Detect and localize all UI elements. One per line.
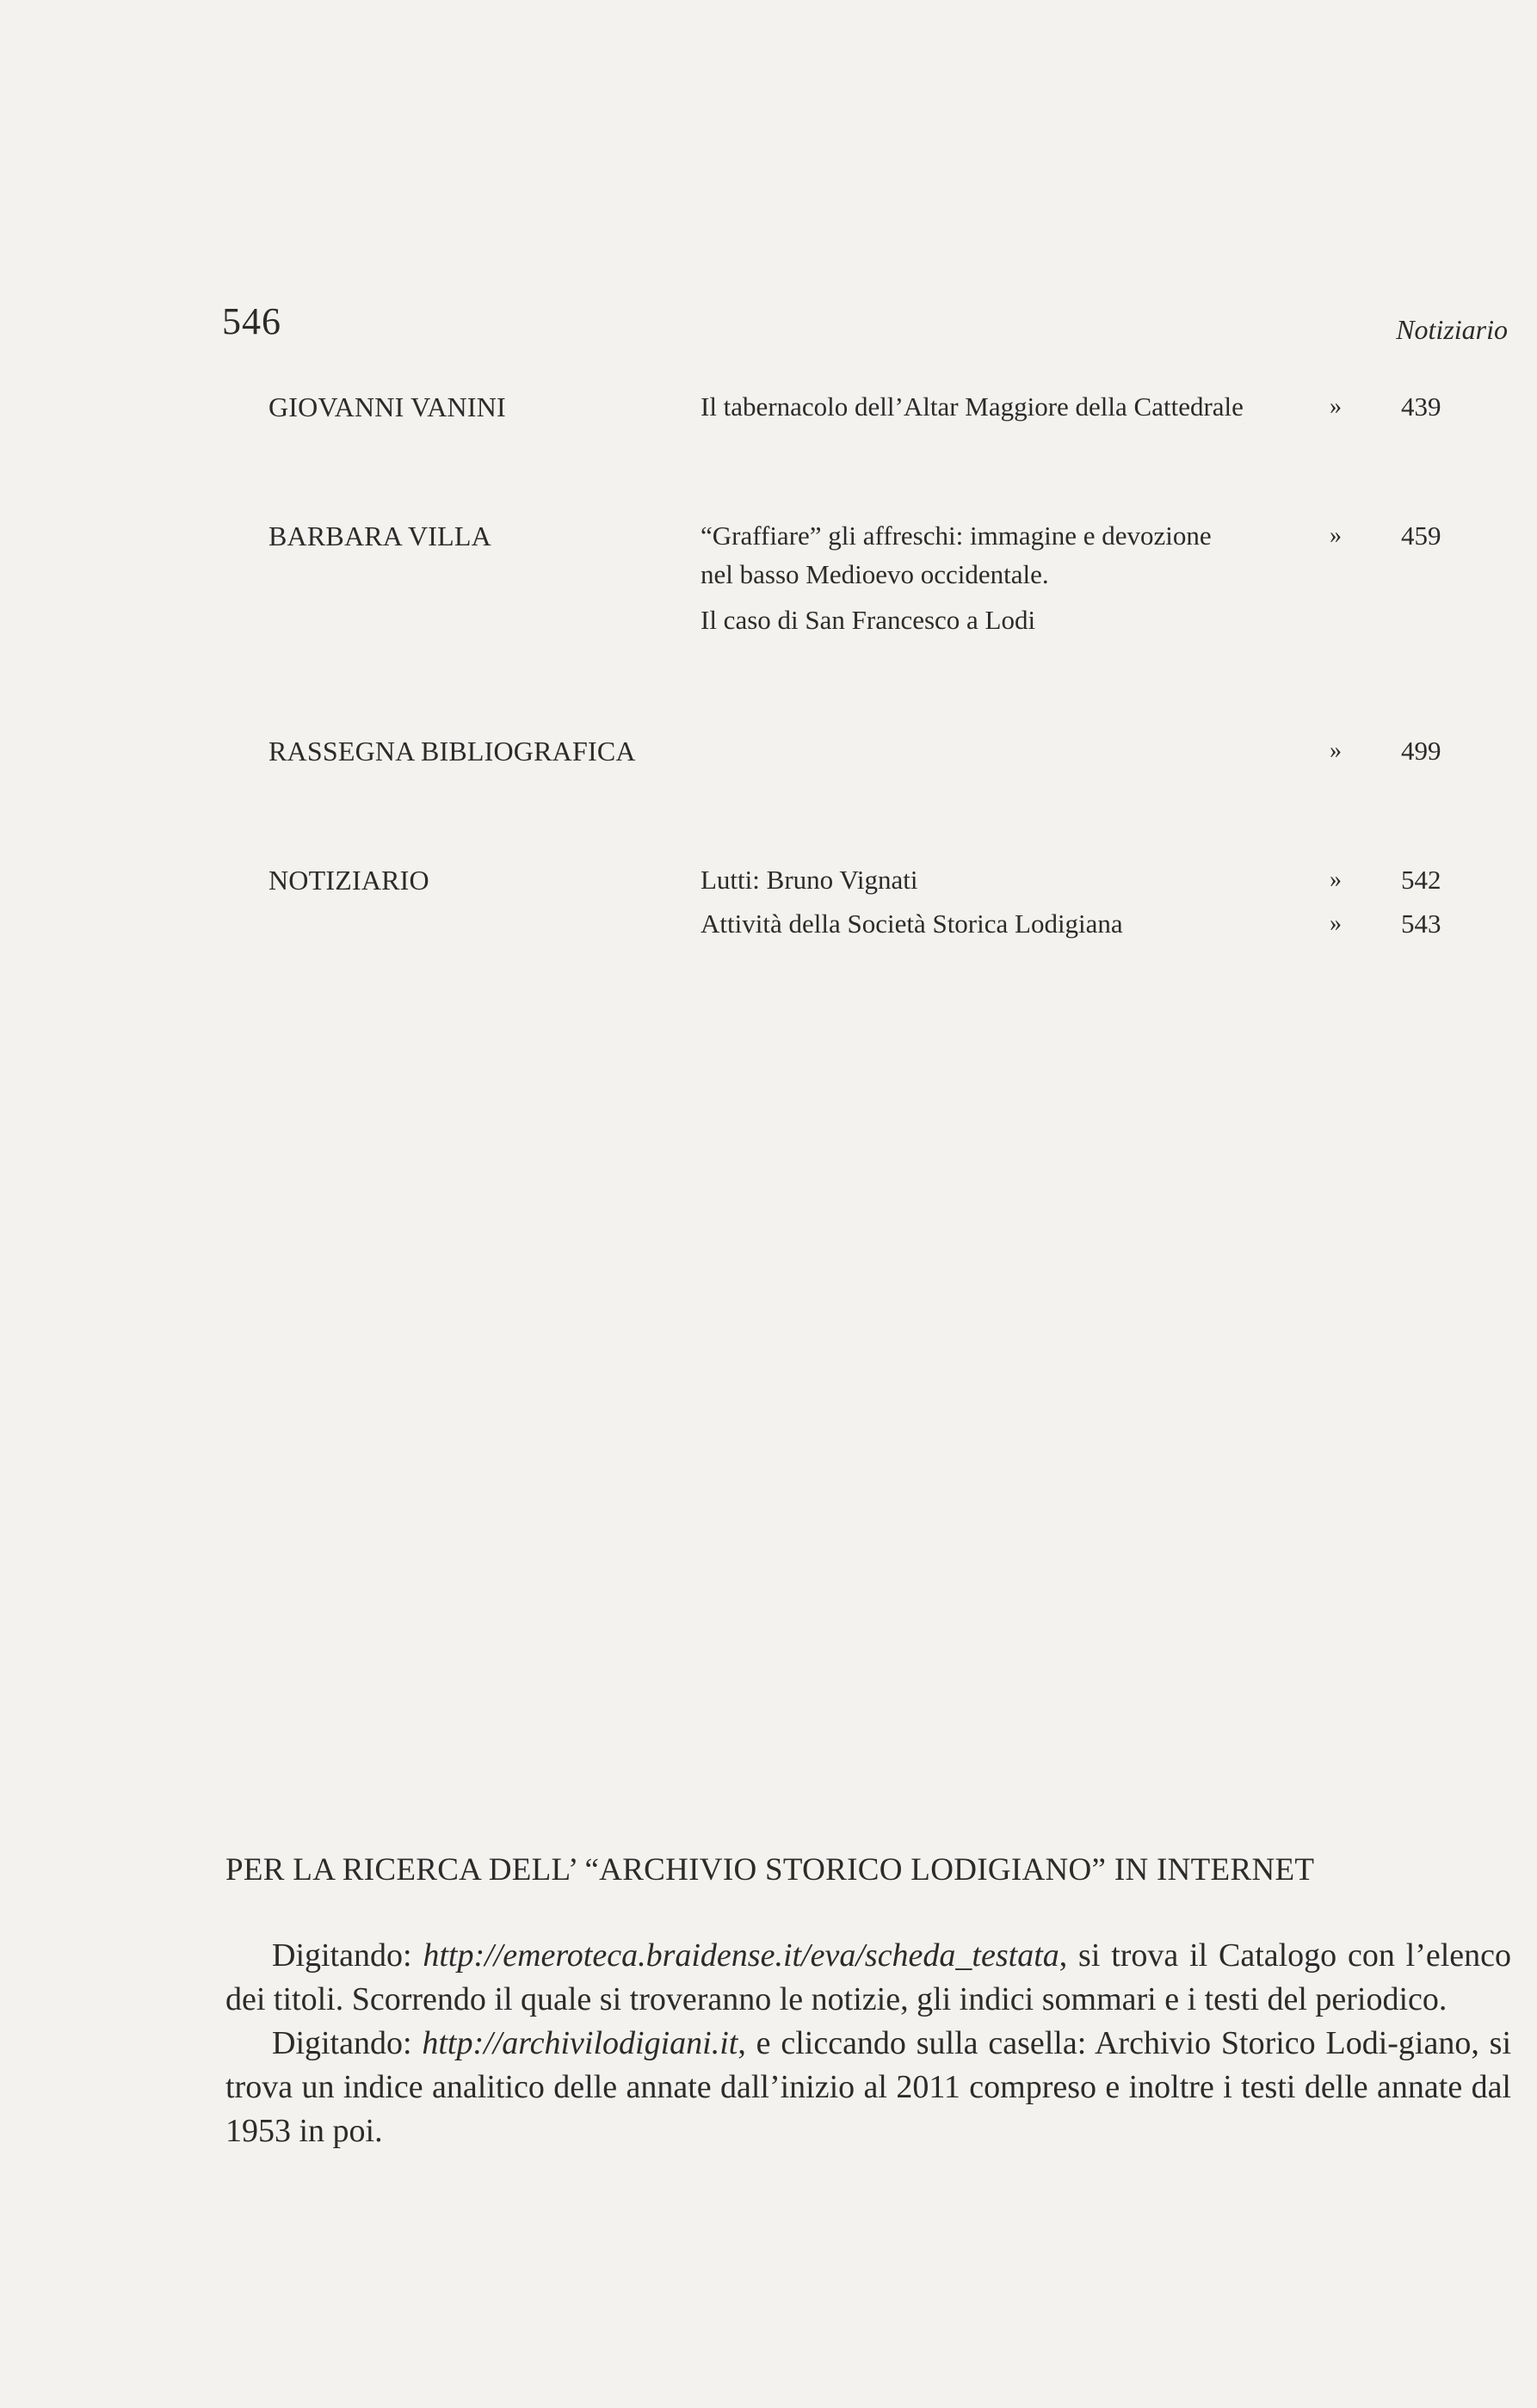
toc-title-continuation: Il caso di San Francesco a Lodi [701, 605, 1036, 635]
toc-page-marker: » [1330, 737, 1342, 764]
toc-title: Attività della Società Storica Lodigiana [701, 908, 1123, 939]
catalog-url: http://emeroteca.braidense.it/eva/scheda_testata [423, 1937, 1059, 1974]
notice-heading: PER LA RICERCA DELL’ “ARCHIVIO STORICO LODIGIANO” IN INTERNET [225, 1852, 1315, 1888]
toc-page-number: 542 [1401, 865, 1441, 895]
archive-url: http://archivilodigiani.it [422, 2025, 738, 2061]
toc-page-marker: » [1330, 866, 1342, 893]
toc-page-number: 439 [1401, 391, 1441, 422]
notice-body [225, 1934, 1511, 2153]
toc-author: BARBARA VILLA [269, 520, 491, 551]
toc-page-number: 499 [1401, 736, 1441, 766]
notice-lead: Digitando: [272, 2025, 423, 2061]
toc-title-continuation: nel basso Medioevo occidentale. [701, 559, 1049, 589]
toc-section-label: RASSEGNA BIBLIOGRAFICA [269, 736, 636, 767]
toc-author: GIOVANNI VANINI [269, 391, 506, 422]
toc-title: “Graffiare” gli affreschi: immagine e devozione [701, 520, 1212, 551]
toc-page-number: 543 [1401, 908, 1441, 939]
toc-title: Lutti: Bruno Vignati [701, 865, 918, 895]
toc-page-marker: » [1330, 393, 1342, 420]
toc-title: Il tabernacolo dell’Altar Maggiore della Cattedrale [701, 391, 1244, 422]
notice-paragraph [225, 1934, 1511, 2022]
toc-page-marker: » [1330, 910, 1342, 937]
running-head: Notiziario [1396, 314, 1508, 345]
toc-section-label: NOTIZIARIO [269, 865, 429, 896]
page-number: 546 [222, 300, 281, 342]
notice-lead: Digitando: [272, 1937, 423, 1974]
notice-text: , e cliccando sulla casella: Archivio Storico Lodi-giano, si trova un indice analitico delle annate dall’inizio al 2011 compreso e inoltre i testi delle annate dal 1953 in poi. [225, 2025, 1511, 2149]
toc-page-marker: » [1330, 522, 1342, 549]
toc-page-number: 459 [1401, 520, 1441, 551]
notice-text: , si trova il Catalogo con l’elenco dei titoli. Scorrendo il quale si troveranno le notizie, gli indici sommari e i testi del periodico. [225, 1937, 1511, 2017]
notice-paragraph [225, 2022, 1511, 2153]
